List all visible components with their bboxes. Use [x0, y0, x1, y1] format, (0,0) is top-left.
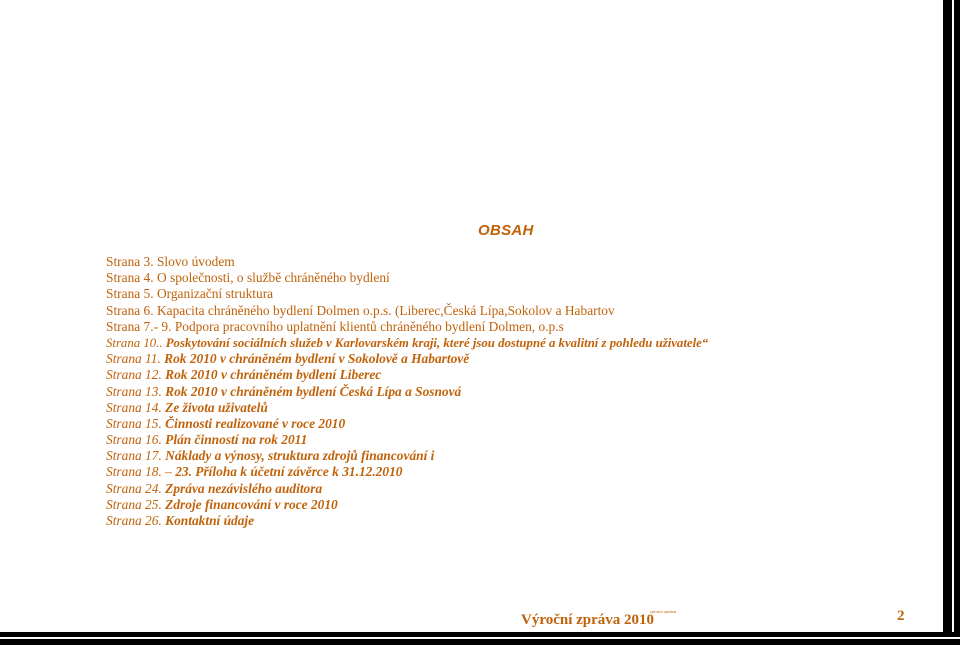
toc-entry-text: Zpráva nezávislého auditora: [165, 480, 323, 496]
toc-entry-text: Kapacita chráněného bydlení Dolmen o.p.s. (Liberec,Česká Lípa,Sokolov a Habartov: [156, 302, 615, 318]
toc-entry-text: Rok 2010 v chráněném bydlení Česká Lípa a Sosnová: [165, 383, 462, 399]
toc-entry-text: Činnosti realizované v roce 2010: [165, 415, 346, 431]
toc-page-label: Strana 16.: [106, 432, 162, 448]
toc-entry: [106, 448, 708, 464]
toc-entry: [106, 367, 708, 383]
toc-page-label: Strana 11.: [106, 351, 161, 367]
toc-entry: [106, 497, 708, 513]
toc-entry-text: Podpora pracovního uplatnění klientů chráněného bydlení Dolmen, o.p.s: [174, 318, 564, 334]
toc-entry-text: Slovo úvodem: [156, 254, 235, 269]
toc-page-label: Strana 13.: [106, 383, 162, 399]
toc-entry: [106, 286, 708, 302]
toc-page-label: Strana 17.: [106, 448, 162, 464]
table-of-contents: [106, 254, 708, 529]
toc-page-label: Strana 10..: [106, 335, 163, 350]
page-border-bottom-gap: [0, 637, 960, 639]
toc-entry: [106, 481, 708, 497]
toc-entry: [106, 254, 708, 270]
toc-page-label: Strana 4.: [106, 270, 154, 286]
toc-entry-text: Ze života uživatelů: [165, 399, 268, 415]
toc-entry: [106, 416, 708, 432]
toc-page-label: Strana 26.: [106, 513, 162, 528]
toc-entry: [106, 432, 708, 448]
toc-entry-text: Náklady a výnosy, struktura zdrojů financování i: [165, 448, 435, 464]
toc-entry: [106, 319, 708, 335]
toc-entry: [106, 270, 708, 286]
toc-page-label: Strana 15.: [106, 415, 162, 431]
toc-entry: [106, 303, 708, 319]
toc-entry: [106, 351, 708, 367]
toc-entry-text: Kontaktní údaje: [165, 513, 255, 528]
toc-page-label: Strana 25.: [106, 496, 162, 512]
toc-entry: [106, 513, 708, 529]
toc-entry-text: Rok 2010 v chráněném bydlení Liberec: [165, 367, 382, 383]
footer-mark: výroční zpráva: [650, 609, 677, 614]
toc-entry: [106, 464, 708, 480]
toc-entry-text: O společnosti, o službě chráněného bydlení: [156, 270, 390, 286]
toc-page-label: Strana 6.: [106, 302, 154, 318]
page-number: 2: [897, 608, 905, 624]
toc-page-label: Strana 3.: [106, 254, 154, 269]
toc-entry: [106, 400, 708, 416]
toc-page-label: Strana 5.: [106, 286, 154, 302]
page-title: OBSAH: [478, 222, 534, 239]
toc-entry-text: Plán činností na rok 2011: [165, 432, 308, 448]
toc-page-label: Strana 7.- 9.: [106, 318, 172, 334]
toc-entry: [106, 384, 708, 400]
toc-entry: [106, 335, 708, 351]
toc-page-label: Strana 14.: [106, 399, 162, 415]
toc-page-label: Strana 24.: [106, 480, 162, 496]
toc-page-label: Strana 18. –: [106, 464, 172, 480]
toc-entry-text: Organizační struktura: [156, 286, 274, 302]
toc-entry-text: Rok 2010 v chráněném bydlení v Sokolově a Habartově: [164, 351, 470, 367]
page-border-right-gap: [952, 0, 954, 645]
toc-entry-text: 23. Příloha k účetní závěrce k 31.12.2010: [175, 464, 403, 480]
toc-entry-text: Poskytování sociálních služeb v Karlovarském kraji, které jsou dostupné a kvalitní z pohledu uživatele“: [165, 335, 709, 350]
toc-entry-text: Zdroje financování v roce 2010: [165, 496, 338, 512]
footer-title: Výroční zpráva 2010: [521, 612, 655, 628]
toc-page-label: Strana 12.: [106, 367, 162, 383]
